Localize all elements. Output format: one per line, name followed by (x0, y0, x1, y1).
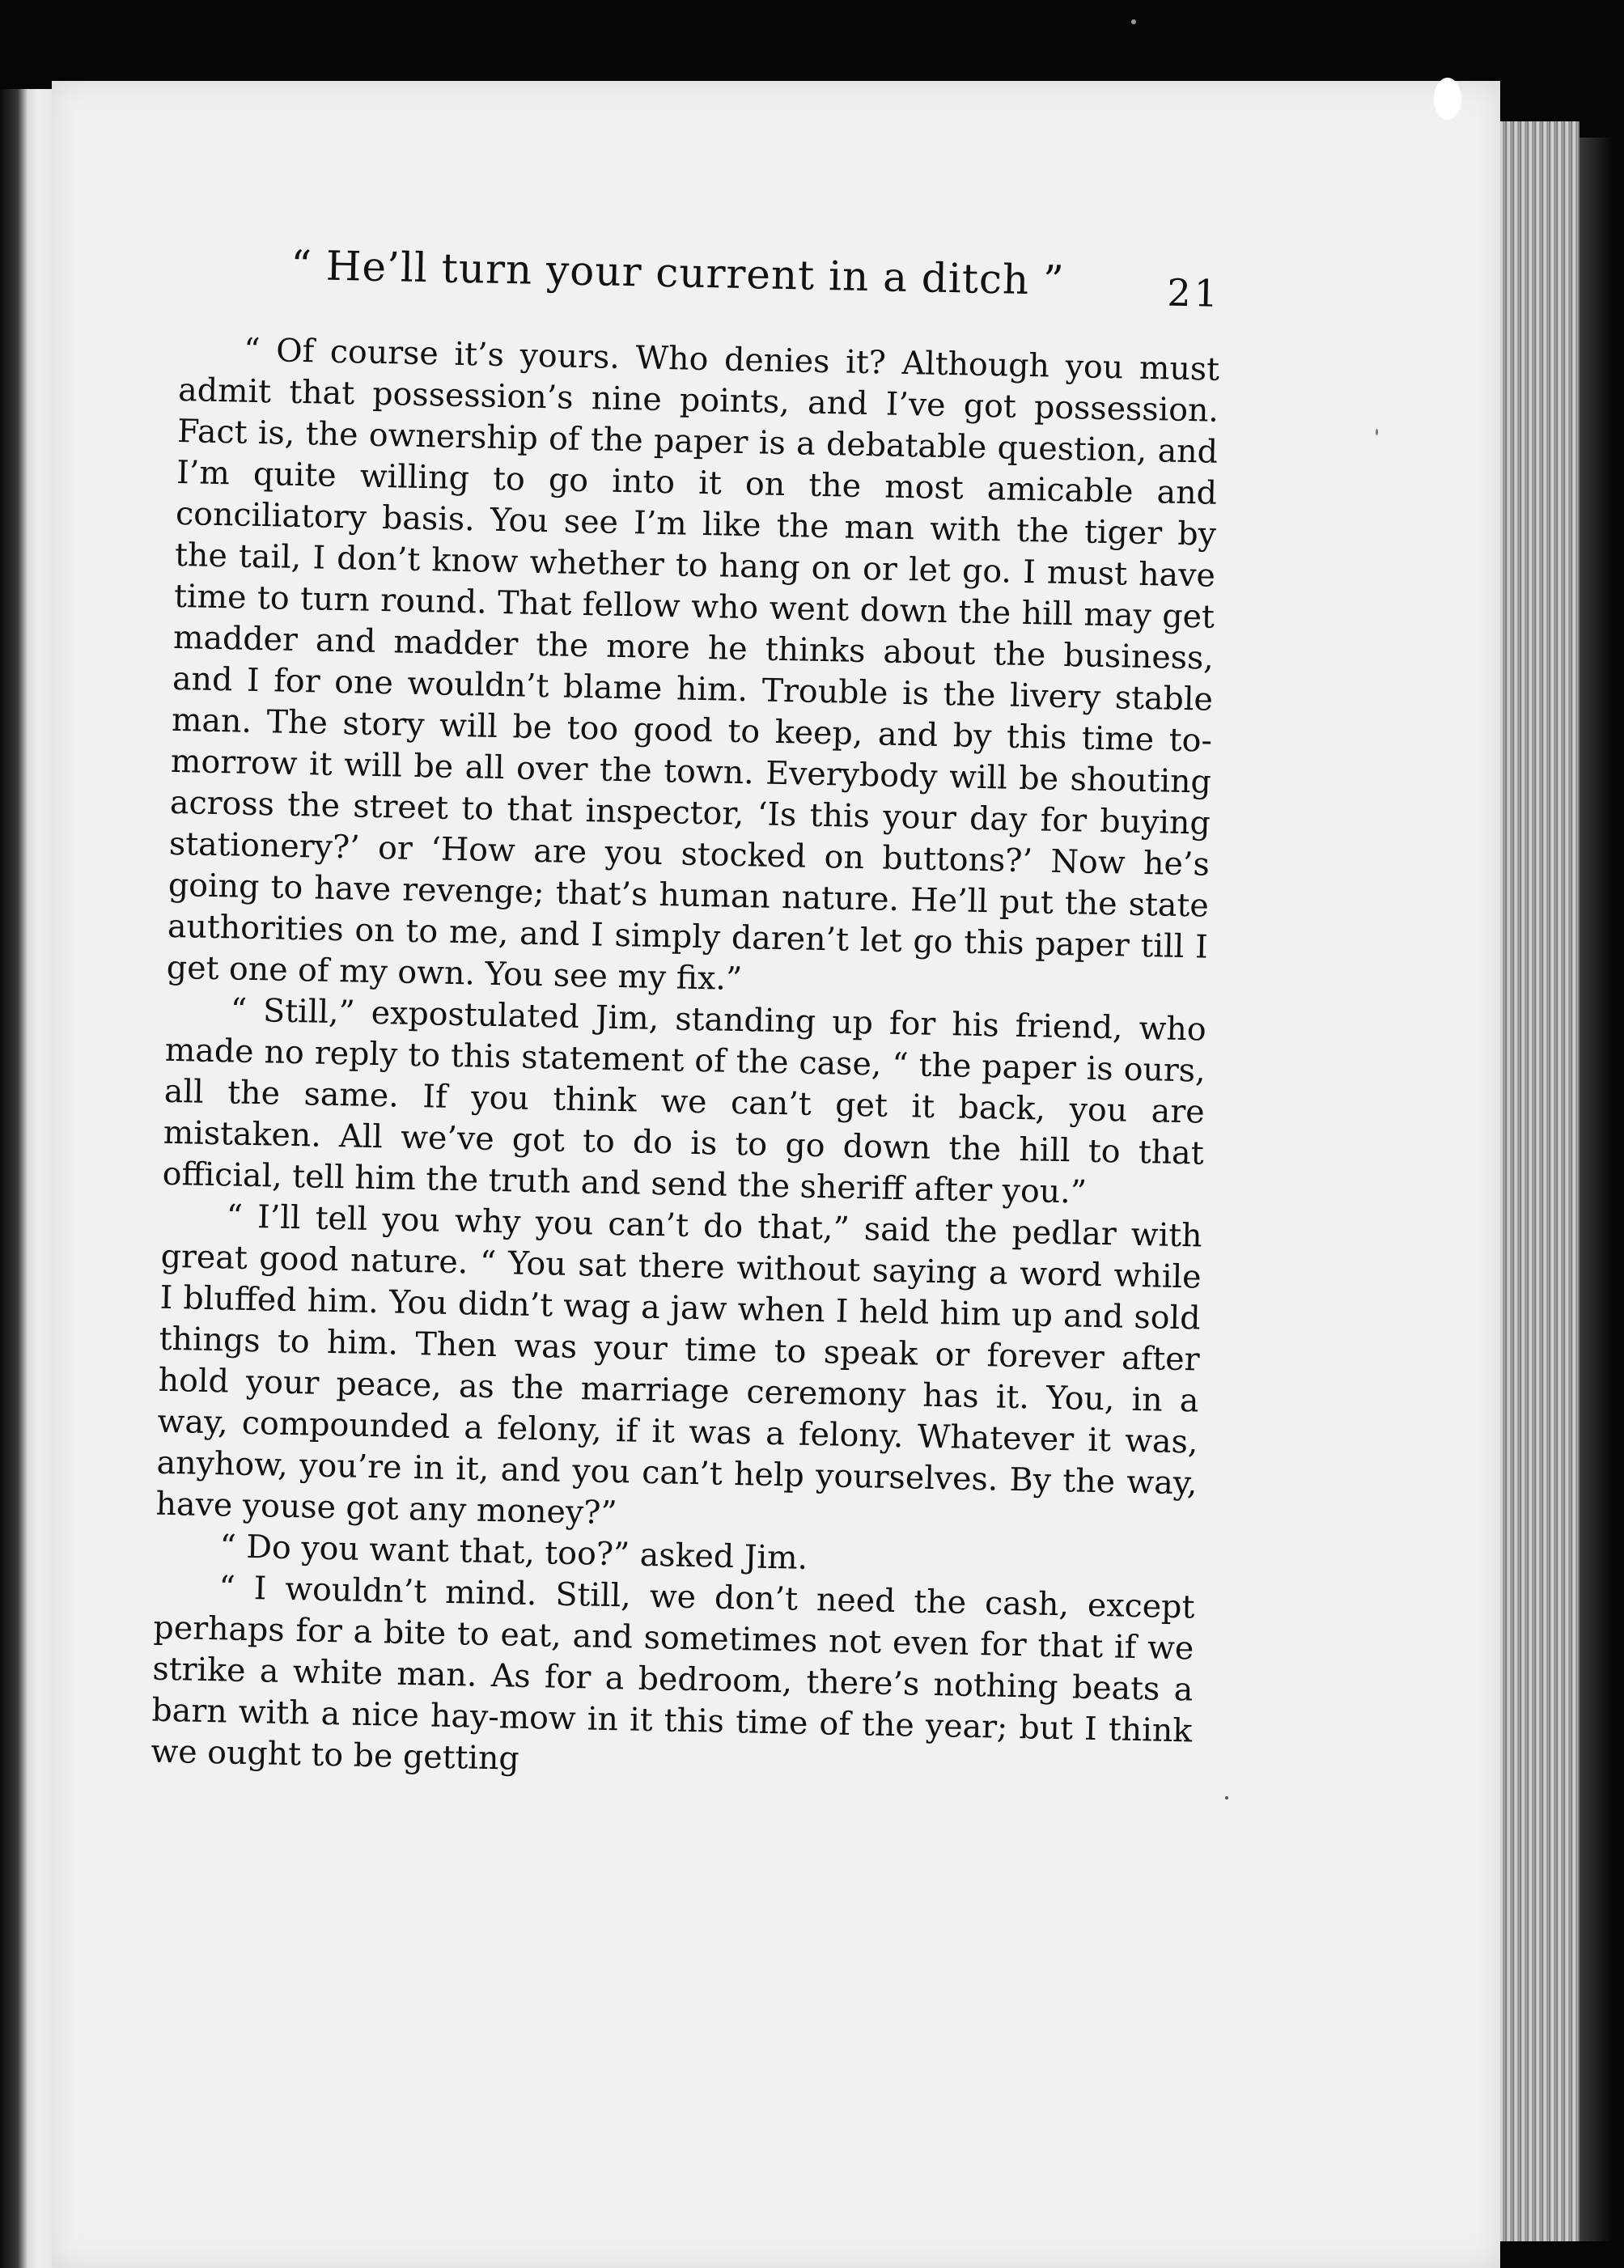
paragraph: “ Still,” expostulated Jim, standing up for his friend, who made no reply to this statement of the case, “ the paper is ours, all the same. If you think we can’t get it back, you are mistaken. All we’ve got to do is to go down the hill to that official, tell him the truth and send the sheriff after you.” (162, 991, 1207, 1211)
page-text-block (151, 240, 1222, 1793)
previous-page-edge (0, 89, 52, 2268)
page-block-shadow (1579, 138, 1612, 2241)
page-block-edge (1500, 121, 1579, 2241)
body-text (151, 329, 1220, 1793)
paragraph: “ I’ll tell you why you can’t do that,” said the pedlar with great good nature. “ You sat there without saying a word while I bluffed him. You didn’t wag a jaw when I held him up and sold things to him. Then was your time to speak or forever after hold your peace, as the marriage ceremony has it. You, in a way, compounded a felony, if it was a felony. Whatever it was, anyhow, you’re in it, and you can’t help yourselves. By the way, have youse got any money?” (155, 1198, 1202, 1532)
punch-hole-mark (1434, 78, 1461, 120)
page-number: 21 (1166, 270, 1222, 316)
paragraph: “ Do you want that, too?” asked Jim. (219, 1528, 808, 1577)
paragraph: “ Of course it’s yours. Who denies it? Although you must admit that possession’s nine points, and I’ve got possession. Fact is, the ownership of the paper is a debatable question, and I’m quite willing to go into it on the most amicable and conciliatory basis. You see I’m like the man with the tiger by the tail, I don’t know whether to hang on or let go. I must have time to turn round. That fellow who went down the hill may get madder and madder the more he thinks about the business, and I for one wouldn’t blame him. Trouble is the livery stable man. The story will be too good to keep, and by this time to-morrow it will be all over the town. Everybody will be shouting across the street to that inspector, ‘Is this your day for buying stationery?’ or ‘How are you stocked on buttons?’ Now he’s going to have revenge; that’s human nature. He’ll put the state authorities on to me, and I simply daren’t let go this paper till I get one of my own. You see my fix.” (166, 331, 1220, 998)
paragraph: “ I wouldn’t mind. Still, we don’t need the cash, except perhaps for a bite to eat, and sometimes not even for that if we strike a white man. As for a bedroom, there’s nothing beats a barn with a nice hay-mow in it this time of the year; but I think we ought to be getting (151, 1569, 1195, 1778)
running-title: “ He’ll turn your current in a ditch ” (290, 241, 1066, 304)
dust-speck (1131, 19, 1136, 24)
dust-speck (1225, 1796, 1228, 1800)
dust-speck (1376, 429, 1378, 435)
